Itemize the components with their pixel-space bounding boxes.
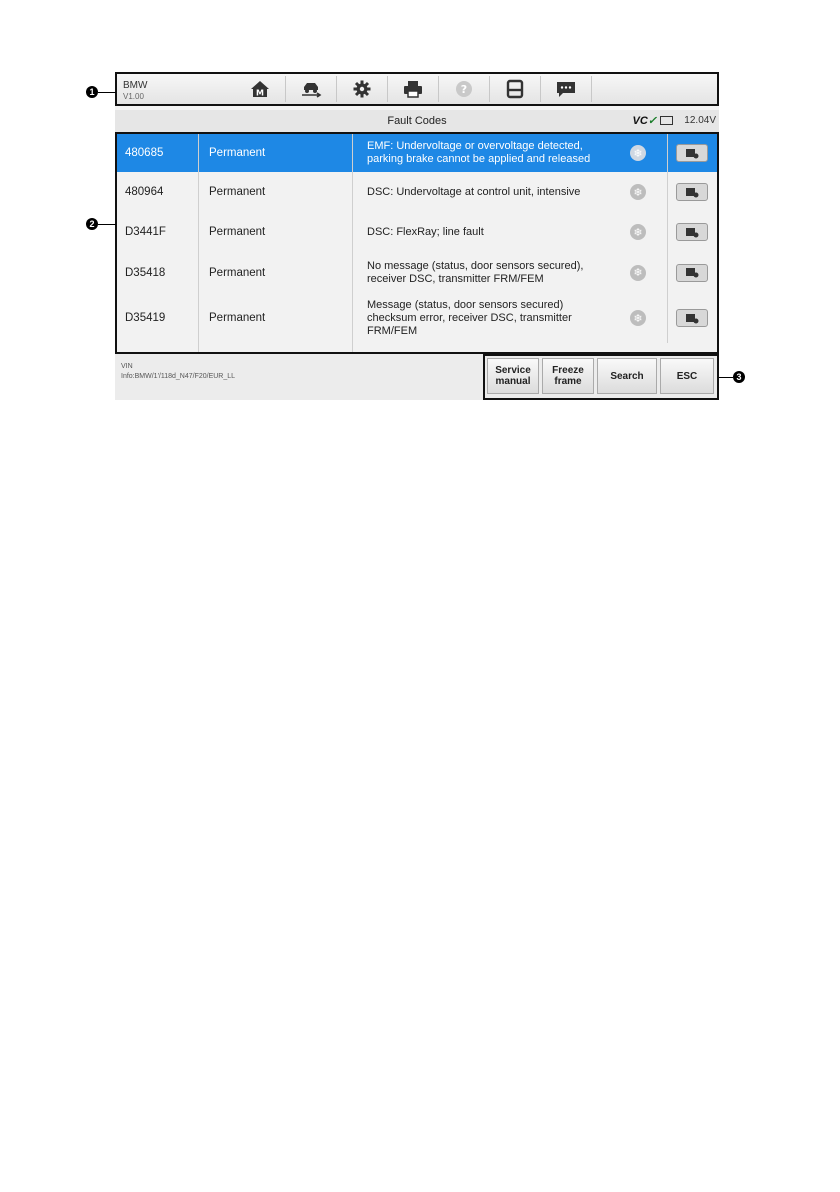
top-toolbar bbox=[115, 72, 719, 106]
help-cell bbox=[667, 212, 717, 252]
freeze-frame-cell bbox=[609, 293, 668, 343]
fault-help-button[interactable] bbox=[676, 264, 708, 282]
table-row[interactable] bbox=[117, 134, 717, 173]
fault-help-button[interactable] bbox=[676, 309, 708, 327]
search-button[interactable]: Search bbox=[597, 358, 657, 394]
vehicle-swap-button[interactable] bbox=[286, 76, 337, 102]
callout-line bbox=[98, 224, 116, 225]
callout-line bbox=[98, 92, 116, 93]
edit-help-icon bbox=[685, 267, 699, 278]
print-button[interactable] bbox=[388, 76, 439, 102]
help-cell bbox=[667, 134, 717, 172]
save-button[interactable] bbox=[490, 76, 541, 102]
callout-number: 3 bbox=[733, 371, 745, 383]
table-row[interactable] bbox=[117, 172, 717, 213]
home-button[interactable] bbox=[235, 76, 286, 102]
fault-codes-screen bbox=[115, 72, 719, 400]
edit-help-icon bbox=[685, 227, 699, 238]
help-cell bbox=[667, 293, 717, 343]
snowflake-icon[interactable]: ❄ bbox=[630, 224, 646, 240]
fault-status: Permanent bbox=[199, 252, 353, 293]
fault-code: D3441F bbox=[117, 212, 199, 252]
battery-icon bbox=[660, 116, 673, 125]
software-version: V1.00 bbox=[123, 92, 144, 101]
snowflake-icon[interactable]: ❄ bbox=[630, 265, 646, 281]
fault-description: EMF: Undervoltage or overvoltage detected, parking brake cannot be applied and released bbox=[367, 140, 591, 165]
message-icon bbox=[555, 79, 577, 99]
callout-2 bbox=[86, 218, 116, 230]
fault-status-cell bbox=[199, 343, 353, 354]
fault-code: D35419 bbox=[117, 293, 199, 343]
fault-description: No message (status, door sensors secured), receiver DSC, transmitter FRM/FEM bbox=[367, 259, 584, 285]
fault-code: D35418 bbox=[117, 252, 199, 293]
brand-name: BMW bbox=[123, 80, 148, 91]
title-bar bbox=[115, 110, 719, 132]
vci-label: VC bbox=[632, 115, 648, 127]
home-icon bbox=[249, 79, 271, 99]
freeze-frame-cell bbox=[609, 212, 668, 252]
data-logging-button[interactable] bbox=[541, 76, 592, 102]
help-cell bbox=[667, 252, 717, 293]
vehicle-info-text: Info:BMW/1'/118d_N47/F20/EUR_LL bbox=[121, 373, 236, 380]
fault-code-cell bbox=[117, 343, 199, 354]
snowflake-icon[interactable]: ❄ bbox=[630, 310, 646, 326]
svg-text:M: M bbox=[256, 88, 264, 98]
fault-code: 480685 bbox=[117, 134, 199, 172]
freeze-frame-cell bbox=[609, 134, 668, 172]
bottom-bar bbox=[115, 354, 719, 400]
table-row[interactable] bbox=[117, 252, 717, 294]
help-button[interactable] bbox=[439, 76, 490, 102]
freeze-frame-button[interactable]: Freeze frame bbox=[542, 358, 594, 394]
fault-description: DSC: FlexRay; line fault bbox=[367, 225, 484, 238]
help-cell bbox=[667, 172, 717, 212]
vehicle-info bbox=[121, 362, 235, 382]
gear-icon bbox=[351, 79, 373, 99]
fault-code: 480964 bbox=[117, 172, 199, 212]
function-button-group bbox=[483, 354, 719, 400]
page-title: Fault Codes bbox=[387, 115, 447, 127]
service-manual-button[interactable]: Service manual bbox=[487, 358, 539, 394]
snowflake-icon[interactable]: ❄ bbox=[630, 145, 646, 161]
table-row-partial[interactable] bbox=[117, 343, 717, 354]
fault-status: Permanent bbox=[199, 134, 353, 172]
vin-label: VIN bbox=[121, 363, 133, 370]
edit-help-icon bbox=[685, 313, 699, 324]
snowflake-icon[interactable]: ❄ bbox=[630, 184, 646, 200]
svg-text:?: ? bbox=[460, 83, 468, 96]
fault-status: Permanent bbox=[199, 293, 353, 343]
vci-status-indicator: VC✓ bbox=[632, 115, 657, 127]
fault-help-button[interactable] bbox=[676, 183, 708, 201]
callout-line bbox=[719, 377, 733, 378]
esc-button[interactable]: ESC bbox=[660, 358, 714, 394]
vehicle-brand bbox=[123, 80, 147, 102]
fault-description: Message (status, door sensors secured) checksum error, receiver DSC, transmitter FRM/FEM bbox=[367, 298, 572, 337]
fault-code-table bbox=[115, 132, 719, 354]
edit-help-icon bbox=[685, 187, 699, 198]
edit-help-icon bbox=[685, 148, 699, 159]
battery-voltage: 12.04V bbox=[684, 115, 716, 126]
freeze-frame-cell bbox=[609, 172, 668, 212]
table-row[interactable] bbox=[117, 212, 717, 253]
fault-help-button[interactable] bbox=[676, 144, 708, 162]
callout-3 bbox=[719, 371, 745, 383]
fault-description: DSC: Undervoltage at control unit, intensive bbox=[367, 185, 581, 198]
callout-number: 1 bbox=[86, 86, 98, 98]
settings-button[interactable] bbox=[337, 76, 388, 102]
fault-status: Permanent bbox=[199, 212, 353, 252]
table-row[interactable] bbox=[117, 293, 717, 344]
printer-icon bbox=[402, 79, 424, 99]
fault-status: Permanent bbox=[199, 172, 353, 212]
help-icon bbox=[453, 79, 475, 99]
save-icon bbox=[504, 79, 526, 99]
vehicle-swap-icon bbox=[300, 79, 322, 99]
callout-1 bbox=[86, 86, 116, 98]
freeze-frame-cell bbox=[609, 252, 668, 293]
callout-number: 2 bbox=[86, 218, 98, 230]
fault-help-button[interactable] bbox=[676, 223, 708, 241]
